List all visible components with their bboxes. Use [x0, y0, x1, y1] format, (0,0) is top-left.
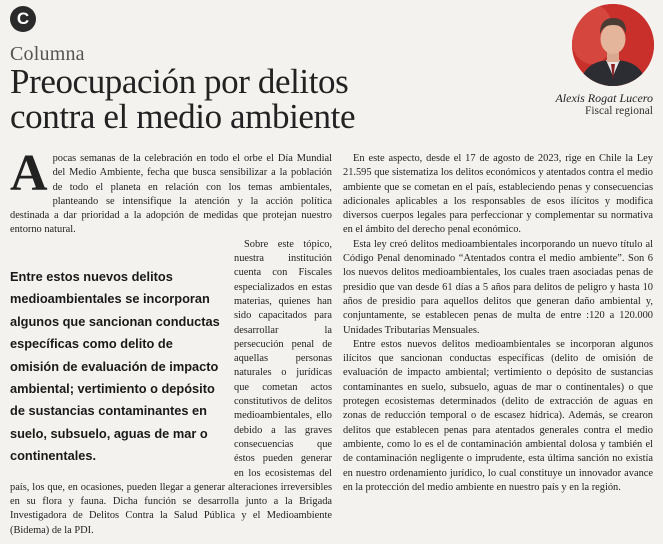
paragraph: Entre estos nuevos delitos medioambientales se incorporan algunos ilícitos que sancionan conductas específicas (delito de omisión de evaluación de impacto ambiental; vertimiento o depósito de sustancias contaminantes en suelo, subsuelo, aguas de mar o continentales) o que protegen ecosistemas determinados (delito de extracción de aguas en zonas de reducción temporal o de escasez hídrica). Además, se crearon delitos que establecen penas para atentados generales contra el medio ambiente, como lo es el de contaminación ambiental dolosa y también el de contaminación negligente o imprudente, esta última sanción no existía en nuestro ordenamiento jurídico, lo cual constituye un innovador avance en la protección del medio ambiente en nuestro país y en la región.: [343, 338, 653, 493]
author-photo: [572, 4, 654, 86]
section-label: Columna: [10, 43, 85, 65]
drop-cap: A: [10, 145, 48, 202]
paragraph: Sobre este tópico, nuestra institución cuenta con Fiscales especializados en estas materias, quienes han sido capacitados para desarrollar la persecución penal de aquellas personas naturales o jurídicas que cometan actos constitutivos de delitos medioambientales, ello debido a las graves consecuencias que éstos pueden generar en los ecosistemas del país, los que, en ocasiones, pueden llegar a generar alteraciones irreversibles en su flora y fauna. Dicha función se desarrolla junto a la Brigada Investigadora de Delitos Contra la Salud Pública y el Medioambiente (Bidema) de la PDI.: [10, 238, 332, 536]
headline: [10, 64, 570, 134]
paragraph: pocas semanas de la celebración en todo el orbe el Día Mundial del Medio Ambiente, fecha que busca sensibilizar a la población de todo el planeta en relación con los temas ambientales, planteando se intensifique la atención y la acción política destinada a dar prioridad a la adopción de medidas que protejan nuestro entorno natural.: [10, 153, 332, 236]
author-portrait-icon: [572, 4, 654, 86]
headline-line-2: contra el medio ambiente: [10, 97, 356, 136]
headline-line-1: Preocupación por delitos: [10, 62, 349, 101]
paragraph: Esta ley creó delitos medioambientales incorporando un nuevo título al Código Penal denominado “Atentados contra el medio ambiente”. Son 6 los nuevos delitos medioambientales, los cuales traen asociadas penas de presidio que van desde 61 días a 5 años para delitos de peligro y hasta 10 años de presidio para aquellos delitos que generan daño ambiental y, conjuntamente, se establecen penas de multa de entre :120 a 120.000 Unidades Tributarias Mensuales.: [343, 238, 653, 336]
column-badge: C: [10, 6, 36, 32]
pull-quote: Entre estos nuevos delitos medioambientales se incorporan algunos que sancionan conductas específicas como delito de omisión de evaluación de impacto ambiental; vertimiento o depósito de sustancias contaminantes en suelo, subsuelo, aguas de mar o continentales.: [10, 269, 220, 464]
column-right: [343, 152, 653, 495]
author-name: Alexis Rogat Lucero: [555, 91, 653, 105]
author-role: Fiscal regional: [584, 105, 653, 117]
paragraph: En este aspecto, desde el 17 de agosto de 2023, rige en Chile la Ley 21.595 que sistematiza los delitos económicos y atentados contra el medio ambiente que se cometan en el país, estableciendo penas y consecuencias adicionales aplicables a los responsables de esos ilícitos y modifica diversos cuerpos legales para perfeccionar y complementar su normativa en el ámbito del derecho penal económico.: [343, 153, 653, 236]
